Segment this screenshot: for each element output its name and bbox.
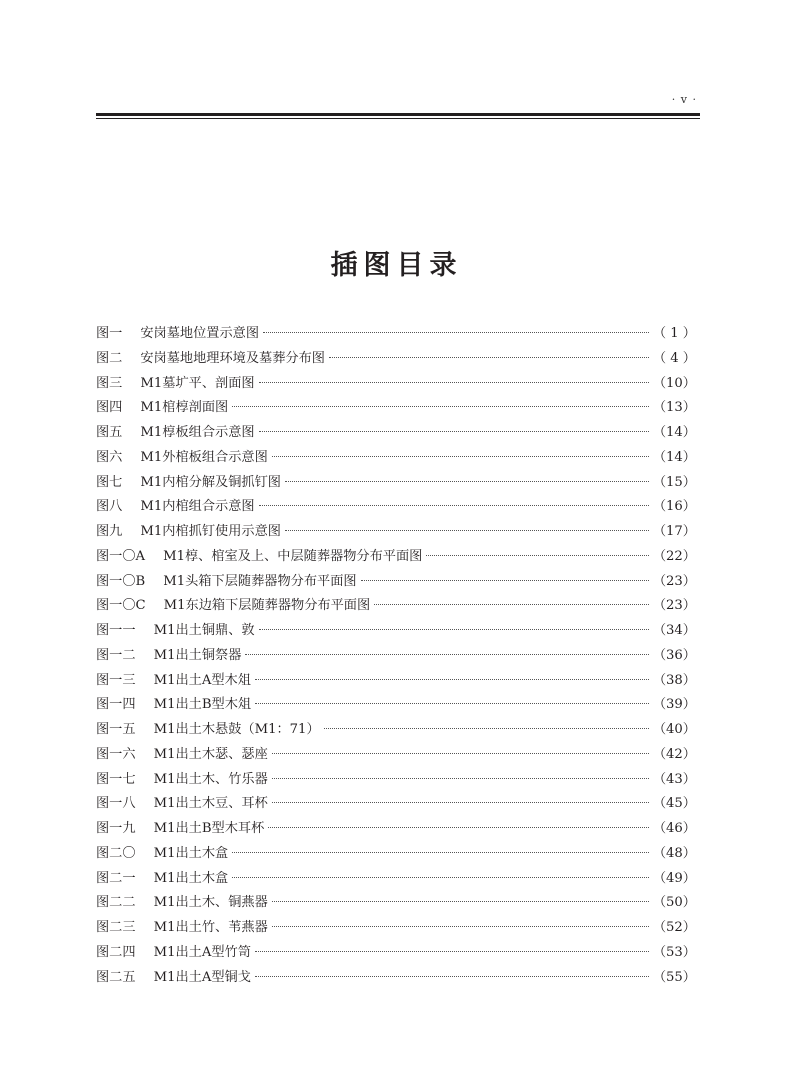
toc-page-number: （15） <box>652 474 696 490</box>
toc-entry[interactable] <box>96 718 696 743</box>
toc-entry[interactable] <box>96 966 696 991</box>
toc-page-number: （22） <box>652 548 696 564</box>
toc-page-number: （38） <box>652 672 696 688</box>
toc-leader-dots <box>255 951 649 952</box>
toc-entry[interactable] <box>96 743 696 768</box>
toc-figure-number: 图四 <box>96 400 123 416</box>
toc-caption: M1出土木、铜燕器 <box>153 895 268 911</box>
toc-page-number: （39） <box>652 697 696 713</box>
toc-page-number: （13） <box>652 400 696 416</box>
toc-entry[interactable] <box>96 495 696 520</box>
toc-caption: M1椁、棺室及上、中层随葬器物分布平面图 <box>163 548 423 564</box>
toc-page-number: （49） <box>652 870 696 886</box>
toc-page-number: （55） <box>652 969 696 985</box>
toc-page-number: （50） <box>652 895 696 911</box>
toc-caption: M1出土木盒 <box>153 870 229 886</box>
toc-page-number: （17） <box>652 524 696 539</box>
toc-caption: 安岗墓地位置示意图 <box>140 326 260 341</box>
toc-figure-number: 图八 <box>96 499 123 515</box>
toc-caption: M1出土A型木俎 <box>153 672 251 688</box>
toc-figure-number: 图一〇C <box>96 598 146 614</box>
toc-caption: M1出土木、竹乐器 <box>153 771 268 787</box>
toc-entry[interactable] <box>96 644 696 669</box>
toc-figure-number: 图一四 <box>96 697 136 713</box>
toc-page-number: （14） <box>652 449 696 465</box>
toc-page-number: （42） <box>652 746 696 762</box>
toc-page-number: （43） <box>652 771 696 787</box>
toc-page-number: （40） <box>652 722 696 737</box>
toc-entry[interactable] <box>96 545 696 570</box>
toc-figure-number: 图五 <box>96 425 123 440</box>
header-rule-thin <box>96 118 700 119</box>
toc-figure-number: 图二四 <box>96 944 136 960</box>
toc-figure-number: 图一八 <box>96 796 136 812</box>
toc-entry[interactable] <box>96 768 696 793</box>
toc-figure-number: 图二五 <box>96 969 136 985</box>
toc-figure-number: 图九 <box>96 524 123 539</box>
toc-entry[interactable] <box>96 941 696 966</box>
toc-entry[interactable] <box>96 817 696 842</box>
toc-entry[interactable] <box>96 693 696 718</box>
toc-leader-dots <box>272 456 649 457</box>
toc-leader-dots <box>255 976 649 977</box>
toc-figure-number: 图一〇B <box>96 573 146 589</box>
toc-entry[interactable] <box>96 916 696 941</box>
toc-leader-dots <box>232 852 649 853</box>
toc-leader-dots <box>285 481 649 482</box>
toc-entry[interactable] <box>96 471 696 496</box>
toc-leader-dots <box>272 926 649 927</box>
toc-leader-dots <box>374 604 649 605</box>
toc-page-number: （10） <box>652 375 696 391</box>
toc-entry[interactable] <box>96 421 696 446</box>
page-number: · v · <box>671 93 697 106</box>
toc-leader-dots <box>272 753 649 754</box>
toc-figure-number: 图二三 <box>96 920 136 935</box>
toc-leader-dots <box>361 580 649 581</box>
toc-figure-number: 图二二 <box>96 895 136 911</box>
toc-figure-number: 图一一 <box>96 623 136 638</box>
toc-leader-dots <box>324 728 649 729</box>
toc-page-number: （34） <box>652 623 696 638</box>
toc-caption: M1出土B型木俎 <box>153 697 252 713</box>
toc-entry[interactable] <box>96 792 696 817</box>
toc-figure-number: 图一九 <box>96 821 136 836</box>
toc-caption: M1内棺组合示意图 <box>140 499 255 515</box>
toc-caption: M1椁板组合示意图 <box>140 425 255 440</box>
toc-caption: M1出土A型铜戈 <box>153 969 251 985</box>
toc-figure-number: 图二〇 <box>96 845 136 861</box>
figure-list <box>96 322 696 990</box>
toc-leader-dots <box>255 703 649 704</box>
toc-leader-dots <box>272 778 649 779</box>
toc-leader-dots <box>259 382 649 383</box>
toc-entry[interactable] <box>96 867 696 892</box>
toc-figure-number: 图二 <box>96 350 123 366</box>
toc-entry[interactable] <box>96 372 696 397</box>
toc-leader-dots <box>259 431 649 432</box>
toc-page-number: （ 1 ） <box>652 326 696 341</box>
toc-figure-number: 图一七 <box>96 771 136 787</box>
toc-page-number: （48） <box>652 845 696 861</box>
toc-page-number: （ 4 ） <box>652 350 696 366</box>
toc-entry[interactable] <box>96 594 696 619</box>
page-title: 插图目录 <box>330 250 463 281</box>
toc-leader-dots <box>285 530 649 531</box>
toc-page-number: （53） <box>652 944 696 960</box>
toc-page-number: （45） <box>652 796 696 812</box>
toc-leader-dots <box>426 555 648 556</box>
toc-page-number: （52） <box>652 920 696 935</box>
toc-caption: M1出土竹、苇燕器 <box>153 920 268 935</box>
toc-figure-number: 图一〇A <box>96 548 146 564</box>
toc-caption: M1外棺板组合示意图 <box>140 449 268 465</box>
toc-figure-number: 图七 <box>96 474 123 490</box>
toc-caption: 安岗墓地地理环境及墓葬分布图 <box>140 350 325 366</box>
toc-leader-dots <box>259 629 649 630</box>
toc-entry[interactable] <box>96 842 696 867</box>
toc-caption: M1头箱下层随葬器物分布平面图 <box>163 573 357 589</box>
toc-caption: M1出土木悬鼓（M1：71） <box>153 722 320 737</box>
toc-caption: M1出土铜祭器 <box>153 647 242 663</box>
toc-page-number: （36） <box>652 647 696 663</box>
toc-figure-number: 图一三 <box>96 672 136 688</box>
toc-caption: M1墓圹平、剖面图 <box>140 375 255 391</box>
toc-caption: M1棺椁剖面图 <box>140 400 229 416</box>
toc-leader-dots <box>272 901 649 902</box>
toc-page-number: （46） <box>652 821 696 836</box>
toc-leader-dots <box>329 357 649 358</box>
toc-caption: M1东边箱下层随葬器物分布平面图 <box>163 598 371 614</box>
toc-entry[interactable] <box>96 347 696 372</box>
toc-figure-number: 图一五 <box>96 722 136 737</box>
toc-page-number: （14） <box>652 425 696 440</box>
toc-leader-dots <box>232 877 649 878</box>
toc-figure-number: 图一六 <box>96 746 136 762</box>
toc-leader-dots <box>272 802 649 803</box>
toc-entry[interactable] <box>96 446 696 471</box>
toc-caption: M1出土B型木耳杯 <box>153 821 265 836</box>
toc-caption: M1出土木瑟、瑟座 <box>153 746 268 762</box>
toc-caption: M1内棺分解及铜抓钉图 <box>140 474 281 490</box>
toc-entry[interactable] <box>96 619 696 644</box>
toc-caption: M1出土铜鼎、敦 <box>153 623 255 638</box>
toc-caption: M1内棺抓钉使用示意图 <box>140 524 281 539</box>
toc-figure-number: 图一二 <box>96 647 136 663</box>
toc-leader-dots <box>259 505 649 506</box>
toc-entry[interactable] <box>96 322 696 347</box>
toc-entry[interactable] <box>96 669 696 694</box>
header-rule-thick <box>96 113 700 116</box>
toc-figure-number: 图一 <box>96 326 123 341</box>
toc-page-number: （23） <box>652 598 696 614</box>
toc-leader-dots <box>232 406 649 407</box>
toc-caption: M1出土木盒 <box>153 845 229 861</box>
toc-figure-number: 图三 <box>96 375 123 391</box>
toc-entry[interactable] <box>96 396 696 421</box>
toc-figure-number: 图二一 <box>96 870 136 886</box>
toc-entry[interactable] <box>96 891 696 916</box>
toc-leader-dots <box>268 827 649 828</box>
toc-entry[interactable] <box>96 570 696 595</box>
toc-leader-dots <box>255 679 649 680</box>
toc-leader-dots <box>245 654 648 655</box>
toc-page-number: （23） <box>652 573 696 589</box>
toc-page-number: （16） <box>652 499 696 515</box>
toc-caption: M1出土A型竹笥 <box>153 944 251 960</box>
toc-figure-number: 图六 <box>96 449 123 465</box>
toc-leader-dots <box>263 332 649 333</box>
toc-entry[interactable] <box>96 520 696 545</box>
toc-caption: M1出土木豆、耳杯 <box>153 796 268 812</box>
